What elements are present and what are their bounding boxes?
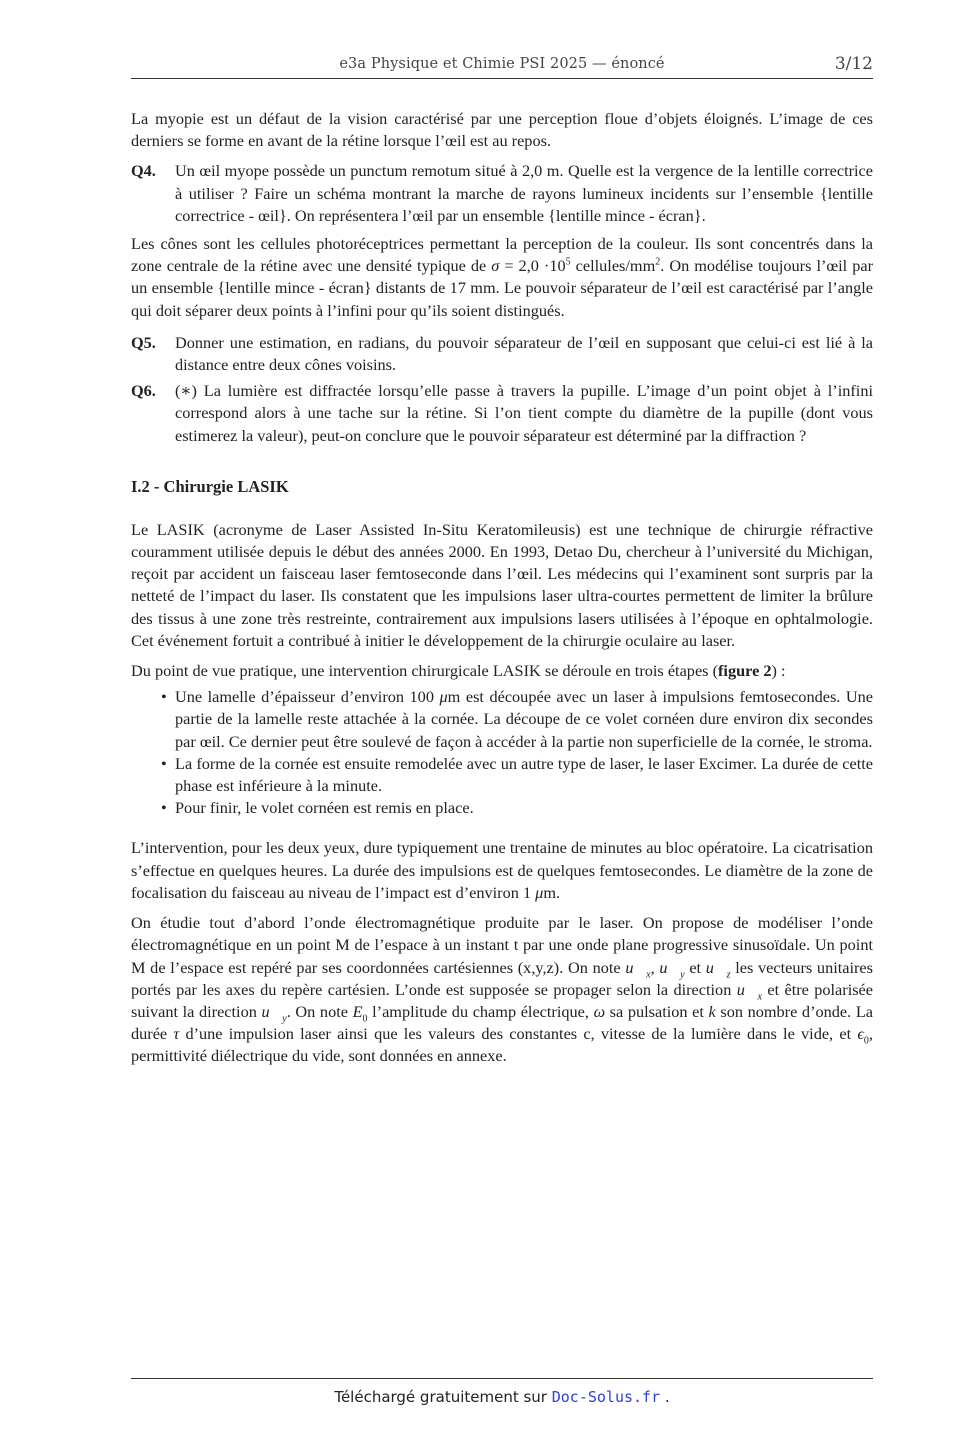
list-item: [131, 686, 873, 753]
text-run: les vecteurs unitaires portés par les axes du repère cartésien. L’onde est supposée se propager selon la direction: [131, 957, 873, 999]
text-run: . On modélise toujours l’œil par un ensemble {lentille mince - écran} distants de 17 mm. Le pouvoir séparateur de l’œil est caractérisé par l’angle qui doit séparer deux points à l’infini pour qu’ils soient distingués.: [131, 256, 874, 320]
text-run: . On note: [286, 1001, 353, 1021]
paragraph-cones: [131, 233, 873, 322]
question-text: (∗) La lumière est diffractée lorsqu’elle passe à travers la pupille. L’image d’un point objet à l’infini correspond alors à une tache sur la rétine. Si l’on tient compte du diamètre de la pupille (dont vous estimerez la valeur), peut-on conclure que le pouvoir séparateur est déterminé par la diffraction ?: [175, 381, 873, 445]
text-run: = 2,0 ·10: [499, 256, 566, 276]
footer-link[interactable]: Doc-Solus.fr: [551, 1388, 661, 1406]
page-content: [131, 108, 873, 1076]
exponent: 5: [565, 256, 571, 268]
text-run: et: [684, 957, 706, 977]
vector-ux: u⃗: [736, 979, 758, 999]
subscript: 0: [863, 1035, 869, 1047]
bullet-icon: •: [161, 798, 167, 818]
bullet-icon: •: [161, 687, 167, 707]
text-run: son nombre d’onde. La durée: [131, 1001, 873, 1044]
paragraph-onde: [131, 912, 873, 1067]
text-run: L’intervention, pour les deux yeux, dure typiquement une trentaine de minutes au bloc opératoire. La cicatrisation s’effectue en quelques heures. La durée des impulsions est de quelques femtosecondes. Le diamètre de la zone de focalisation du faisceau au niveau de l’impact est d’environ 1: [131, 838, 873, 902]
subscript: z: [726, 968, 731, 980]
header-title: e3a Physique et Chimie PSI 2025 — énoncé: [339, 56, 665, 72]
question-label: Q6.: [131, 381, 156, 401]
list-item: [131, 753, 873, 797]
text-run: Du point de vue pratique, une intervention chirurgicale LASIK se déroule en trois étapes (: [131, 661, 718, 681]
symbol-sigma: σ: [491, 256, 500, 276]
subscript: 0: [362, 1013, 368, 1025]
symbol-k: k: [708, 1001, 716, 1021]
steps-list: [131, 686, 873, 819]
footer-text: Téléchargé gratuitement sur: [334, 1388, 552, 1406]
vector-uy: u⃗: [659, 957, 681, 977]
question-q6: [131, 380, 873, 447]
exponent: 2: [655, 256, 661, 268]
running-header: [131, 54, 873, 79]
text-run: sa pulsation et: [605, 1001, 709, 1021]
symbol-E: E: [352, 1001, 363, 1021]
list-item: [131, 797, 873, 819]
text-run: m est découpée avec un laser à impulsions femtosecondes. Une partie de la lamelle reste attachée à la cornée. La découpe de ce volet cornéen dure environ dix secondes par œil. Ce dernier peut être soulevé de façon à accéder à la partie non superficielle de la cornée, le stroma.: [175, 687, 874, 751]
text-run: ,: [650, 957, 660, 977]
symbol-epsilon: ϵ: [857, 1024, 864, 1044]
text-run: m.: [543, 882, 561, 902]
paragraph-myopie: La myopie est un défaut de la vision caractérisé par une perception floue d’objets éloignés. L’image de ces derniers se forme en avant de la rétine lorsque l’œil est au repos.: [131, 109, 873, 151]
question-text: Un œil myope possède un punctum remotum situé à 2,0 m. Quelle est la vergence de la lentille correctrice à utiliser ? Faire un schéma montrant la marche de rayons lumineux incidents sur l’ensemble {lentille correctrice - œil}. On représentera l’œil par un ensemble {lentille mince - écran}.: [175, 161, 873, 225]
section-title: I.2 - Chirurgie LASIK: [131, 476, 289, 496]
subscript: y: [680, 968, 685, 980]
text-run: , permittivité diélectrique du vide, sont données en annexe.: [131, 1024, 873, 1066]
page-number: 3/12: [834, 54, 873, 74]
text-run: On étudie tout d’abord l’onde électromagnétique produite par le laser. On propose de modéliser l’onde électromagnétique en un point M de l’espace à un instant t par une onde plane progressive sinusoïdale. Un point M de l’espace est repéré par ses coordonnées cartésiennes (x,y,z). On note: [131, 913, 873, 977]
vector-ux: u⃗: [625, 957, 647, 977]
text-run: Pour finir, le volet cornéen est remis en place.: [175, 798, 474, 818]
vector-uz: u⃗: [705, 957, 727, 977]
symbol-mu: μ: [439, 687, 448, 707]
question-label: Q5.: [131, 332, 156, 352]
paragraph-lasik: Le LASIK (acronyme de Laser Assisted In-Situ Keratomileusis) est une technique de chirurgie réfractive couramment utilisée depuis le début des années 2000. En 1993, Detao Du, chercheur à l’université du Michigan, reçoit par accident un faisceau laser femtoseconde dans l’œil. Les médecins qui l’examinent sont surpris par la netteté de l’impact du laser. Ils constatent que les impulsions laser ultra-courtes permettent de limiter la brûlure des tissus à une zone très restreinte, contrairement aux impulsions lasers utilisées à l’époque en ophtalmologie. Cet événement fortuit a contribué à initier le développement de la chirurgie oculaire au laser.: [131, 519, 873, 650]
symbol-mu: μ: [535, 882, 544, 902]
paragraph-steps-intro: [131, 660, 873, 682]
paragraph-intervention: [131, 837, 873, 904]
subscript: x: [646, 968, 651, 980]
text-run: ) :: [771, 661, 786, 681]
figure-reference: figure 2: [718, 661, 772, 681]
subscript: x: [757, 990, 762, 1002]
footer-text: .: [660, 1388, 670, 1406]
text-run: La forme de la cornée est ensuite remodelée avec un autre type de laser, le laser Excimer. La durée de cette phase est inférieure à la minute.: [175, 753, 873, 796]
vector-uy: u⃗: [261, 1001, 283, 1021]
text-run: Une lamelle d’épaisseur d’environ 100: [175, 687, 440, 707]
subscript: y: [282, 1013, 287, 1025]
text-run: l’amplitude du champ électrique,: [367, 1001, 594, 1021]
question-text: Donner une estimation, en radians, du pouvoir séparateur de l’œil en supposant que celui-ci est lié à la distance entre deux cônes voisins.: [175, 332, 873, 375]
question-q4: [131, 160, 873, 227]
text-run: et être polarisée suivant la direction: [131, 979, 874, 1021]
symbol-tau: τ: [173, 1024, 180, 1044]
text-run: d’une impulsion laser ainsi que les valeurs des constantes c, vitesse de la lumière dans le vide, et: [179, 1024, 858, 1044]
symbol-omega: ω: [593, 1001, 606, 1021]
text-run: Les cônes sont les cellules photoréceptrices permettant la perception de la couleur. Ils sont concentrés dans la zone centrale de la rétine avec une densité typique de: [131, 234, 873, 276]
page-footer: [131, 1378, 873, 1406]
text-run: cellules/mm: [570, 256, 656, 276]
question-q5: [131, 332, 873, 376]
bullet-icon: •: [161, 753, 167, 773]
question-label: Q4.: [131, 161, 156, 181]
